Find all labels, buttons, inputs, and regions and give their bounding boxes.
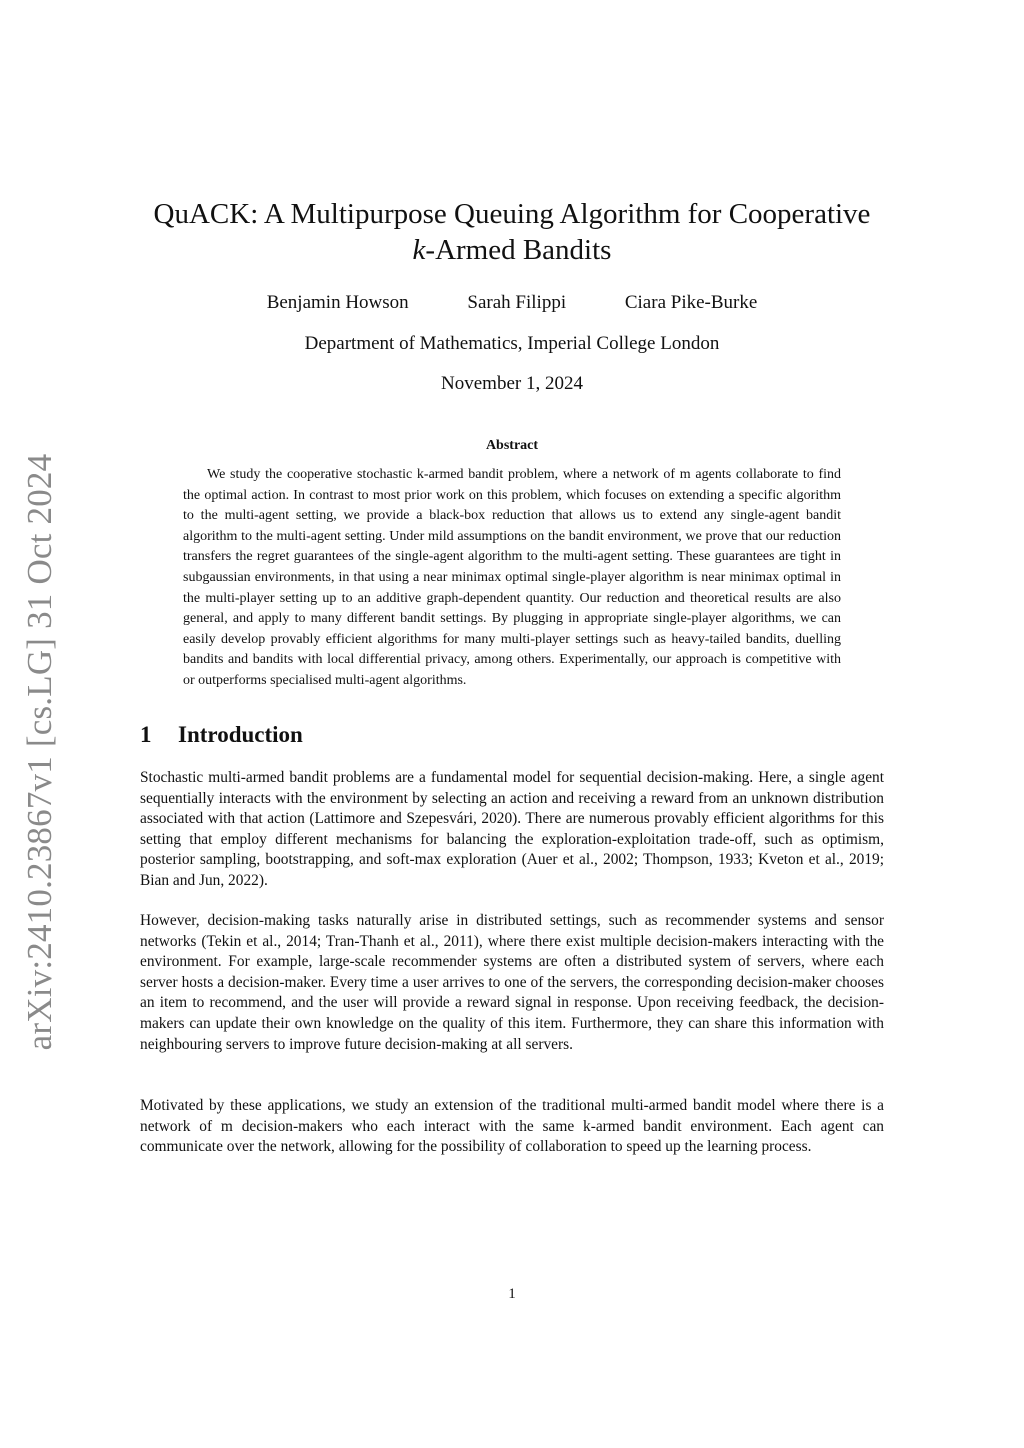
arxiv-stamp-text: arXiv:2410.23867v1 [cs.LG] 31 Oct 2024 bbox=[20, 453, 59, 1051]
section-title: Introduction bbox=[178, 722, 303, 747]
author-name: Sarah Filippi bbox=[467, 292, 567, 313]
section-heading bbox=[140, 722, 303, 748]
affiliation: Department of Mathematics, Imperial College London bbox=[304, 333, 720, 354]
title-variable-k: k bbox=[412, 234, 426, 266]
body-paragraph: However, decision-making tasks naturally arise in distributed settings, such as recommender systems and sensor networks (Tekin et al., 2014; Tran-Thanh et al., 2011), where there exist multiple decision-makers interacting with the environment. For example, large-scale recommender systems are often a distributed system of servers, where each server hosts a decision-maker. Every time a user arrives to one of the servers, the corresponding decision-maker chooses an item to recommend, and the user will provide a reward signal in response. Upon receiving feedback, the decision-makers can update their own knowledge on the quality of this item. Furthermore, they can share this information with neighbouring servers to improve future decision-making at all servers. bbox=[140, 912, 884, 1053]
author-list bbox=[0, 292, 1024, 314]
title-line-1: QuACK: A Multipurpose Queuing Algorithm for Cooperative bbox=[153, 198, 871, 230]
abstract-heading: Abstract bbox=[485, 438, 539, 453]
title-line-2: -Armed Bandits bbox=[425, 234, 612, 266]
arxiv-stamp bbox=[10, 452, 70, 1052]
author-name: Ciara Pike-Burke bbox=[624, 292, 758, 313]
body-paragraph: Stochastic multi-armed bandit problems are a fundamental model for sequential decision-making. Here, a single agent sequentially interacts with the environment by selecting an action and receiving a reward from an unknown distribution associated with that action (Lattimore and Szepesvári, 2020). There are numerous provably efficient algorithms for this setting that employ different mechanisms for balancing the exploration-exploitation trade-off, such as optimism, posterior sampling, bootstrapping, and soft-max exploration (Auer et al., 2002; Thompson, 1933; Kveton et al., 2019; Bian and Jun, 2022). bbox=[140, 769, 884, 889]
author-name: Benjamin Howson bbox=[266, 292, 409, 313]
body-paragraph: Motivated by these applications, we study an extension of the traditional multi-armed bandit model where there is a network of m decision-makers who each interact with the same k-armed bandit environment. Each agent can communicate over the network, allowing for the possibility of collaboration to speed up the learning process. bbox=[140, 1097, 884, 1156]
page-number: 1 bbox=[508, 1286, 516, 1302]
paper-title bbox=[120, 196, 904, 268]
section-number: 1 bbox=[140, 722, 152, 747]
abstract-text: We study the cooperative stochastic k-armed bandit problem, where a network of m agents collaborate to find the optimal action. In contrast to most prior work on this problem, which focuses on extending a specific algorithm to the multi-agent setting, we provide a black-box reduction that allows us to extend any single-agent bandit algorithm to the multi-agent setting. Under mild assumptions on the bandit environment, we prove that our reduction transfers the regret guarantees of the single-agent algorithm to the multi-agent setting. These guarantees are tight in subgaussian environments, in that using a near minimax optimal single-player algorithm is near minimax optimal in the multi-player setting up to an additive graph-dependent quantity. Our reduction and theoretical results are also general, and apply to many different bandit settings. By plugging in appropriate single-player algorithms, we can easily develop provably efficient algorithms for many multi-player settings such as heavy-tailed bandits, duelling bandits and bandits with local differential privacy, among others. Experimentally, our approach is competitive with or outperforms specialised multi-agent algorithms. bbox=[183, 467, 841, 688]
publication-date: November 1, 2024 bbox=[441, 373, 583, 394]
